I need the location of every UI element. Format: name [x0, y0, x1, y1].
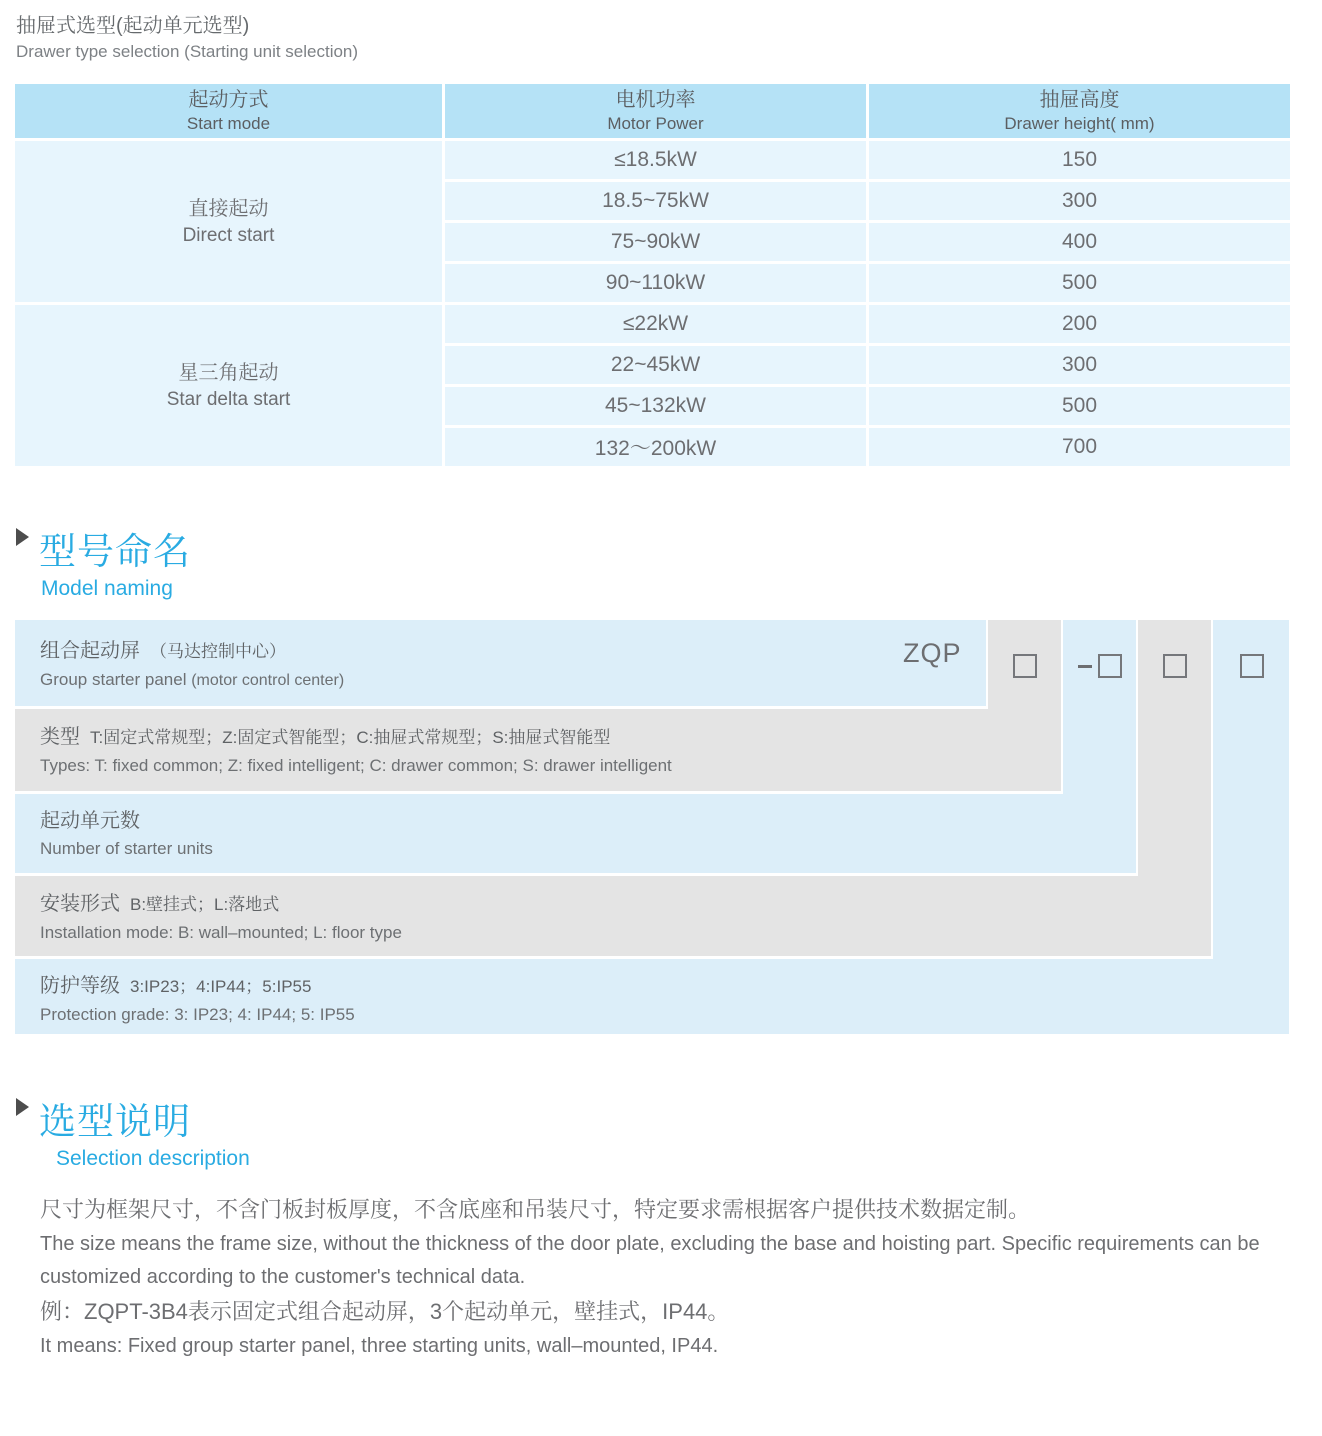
- code-box-1-icon: [1013, 654, 1037, 678]
- level3-zh: 起动单元数: [40, 810, 140, 832]
- note-line-5: It means: Fixed group starter panel, three starting units, wall–mounted, IP44.: [40, 1335, 719, 1357]
- header-start-mode-en: Start mode: [186, 114, 271, 133]
- level5-zh: 防护等级: [40, 975, 120, 997]
- note-line-1: 尺寸为框架尺寸，不含门板封板厚度，不含底座和吊装尺寸，特定要求需根据客户提供技术数据定制。: [40, 1197, 1031, 1222]
- header-motor-power-en: Motor Power: [607, 114, 704, 133]
- level4-zh-detail: B:壁挂式；L:落地式: [130, 895, 280, 914]
- level5-label: [40, 971, 355, 1028]
- mode-cell-star-delta-start: [15, 305, 442, 466]
- level2-label: [40, 722, 672, 779]
- power-cell: ≤22kW: [445, 305, 866, 343]
- model-naming-heading: [16, 528, 191, 604]
- header-drawer-height-en: Drawer height( mm): [1004, 114, 1155, 133]
- level1-label: [40, 636, 344, 694]
- mode-star-delta-en: Star delta start: [166, 389, 291, 410]
- code-box-4-icon: [1240, 654, 1264, 678]
- height-cell: 150: [869, 141, 1290, 179]
- level1-zh: 组合起动屏: [40, 640, 140, 662]
- selection-notes: [40, 1192, 1300, 1363]
- height-cell: 400: [869, 223, 1290, 261]
- level1-zh-detail: （马达控制中心）: [150, 642, 286, 661]
- level5-zh-detail: 3:IP23；4:IP44；5:IP55: [130, 977, 312, 996]
- table-header-drawer-height: [869, 84, 1290, 138]
- mode-star-delta-zh: 星三角起动: [178, 362, 279, 384]
- note-line-3: customized according to the customer's technical data.: [40, 1266, 526, 1288]
- level1-en-detail: (motor control center): [191, 672, 345, 689]
- height-cell: 300: [869, 182, 1290, 220]
- code-box-3-icon: [1163, 654, 1187, 678]
- page-title-zh: 抽屉式选型(起动单元选型): [16, 15, 250, 37]
- height-cell: 200: [869, 305, 1290, 343]
- note-line-2: The size means the frame size, without the thickness of the door plate, excluding the base and hoisting part. Specific requirements can be: [40, 1233, 1260, 1255]
- selection-description-title-zh: 选型说明: [39, 1101, 191, 1142]
- power-cell: 132～200kW: [445, 428, 866, 466]
- mode-direct-en: Direct start: [182, 225, 275, 246]
- power-cell: 18.5~75kW: [445, 182, 866, 220]
- level4-en: Installation mode: B: wall–mounted; L: floor type: [40, 923, 402, 942]
- level3-en: Number of starter units: [40, 839, 213, 858]
- power-cell: 22~45kW: [445, 346, 866, 384]
- level4-zh: 安装形式: [40, 893, 120, 915]
- note-line-4: 例：ZQPT-3B4表示固定式组合起动屏，3个起动单元，壁挂式，IP44。: [40, 1299, 730, 1324]
- section-arrow-icon: [16, 528, 29, 546]
- model-code-prefix: ZQP: [903, 638, 962, 668]
- height-cell: 500: [869, 387, 1290, 425]
- level5-en: Protection grade: 3: IP23; 4: IP44; 5: IP55: [40, 1005, 355, 1024]
- mode-direct-zh: 直接起动: [188, 198, 269, 220]
- level4-label: [40, 889, 402, 946]
- table-header-start-mode: [15, 84, 442, 138]
- level2-zh-detail: T:固定式常规型；Z:固定式智能型；C:抽屉式常规型；S:抽屉式智能型: [90, 728, 611, 747]
- header-start-mode-zh: 起动方式: [188, 89, 269, 111]
- code-dash-icon: [1078, 665, 1092, 668]
- selection-description-title-en: Selection description: [56, 1147, 250, 1170]
- code-box-2-icon: [1098, 654, 1122, 678]
- model-naming-title-en: Model naming: [41, 577, 173, 600]
- page-title: [16, 12, 358, 64]
- header-motor-power-zh: 电机功率: [615, 89, 696, 111]
- model-naming-diagram: [15, 620, 1289, 1034]
- section-arrow-icon: [16, 1098, 29, 1116]
- level1-en: Group starter panel: [40, 670, 187, 689]
- level2-en: Types: T: fixed common; Z: fixed intelligent; C: drawer common; S: drawer intelligent: [40, 756, 672, 775]
- height-cell: 700: [869, 428, 1290, 466]
- power-cell: 90~110kW: [445, 264, 866, 302]
- height-cell: 500: [869, 264, 1290, 302]
- page-title-en: Drawer type selection (Starting unit selection): [16, 42, 359, 61]
- power-cell: 45~132kW: [445, 387, 866, 425]
- model-naming-title-zh: 型号命名: [39, 531, 191, 572]
- power-cell: 75~90kW: [445, 223, 866, 261]
- mode-cell-direct-start: [15, 141, 442, 302]
- selection-description-heading: [16, 1098, 250, 1174]
- power-cell: ≤18.5kW: [445, 141, 866, 179]
- level3-label: [40, 806, 213, 862]
- selection-table: [15, 84, 1290, 466]
- header-drawer-height-zh: 抽屉高度: [1039, 89, 1120, 111]
- height-cell: 300: [869, 346, 1290, 384]
- table-header-motor-power: [445, 84, 866, 138]
- level2-zh: 类型: [40, 726, 80, 748]
